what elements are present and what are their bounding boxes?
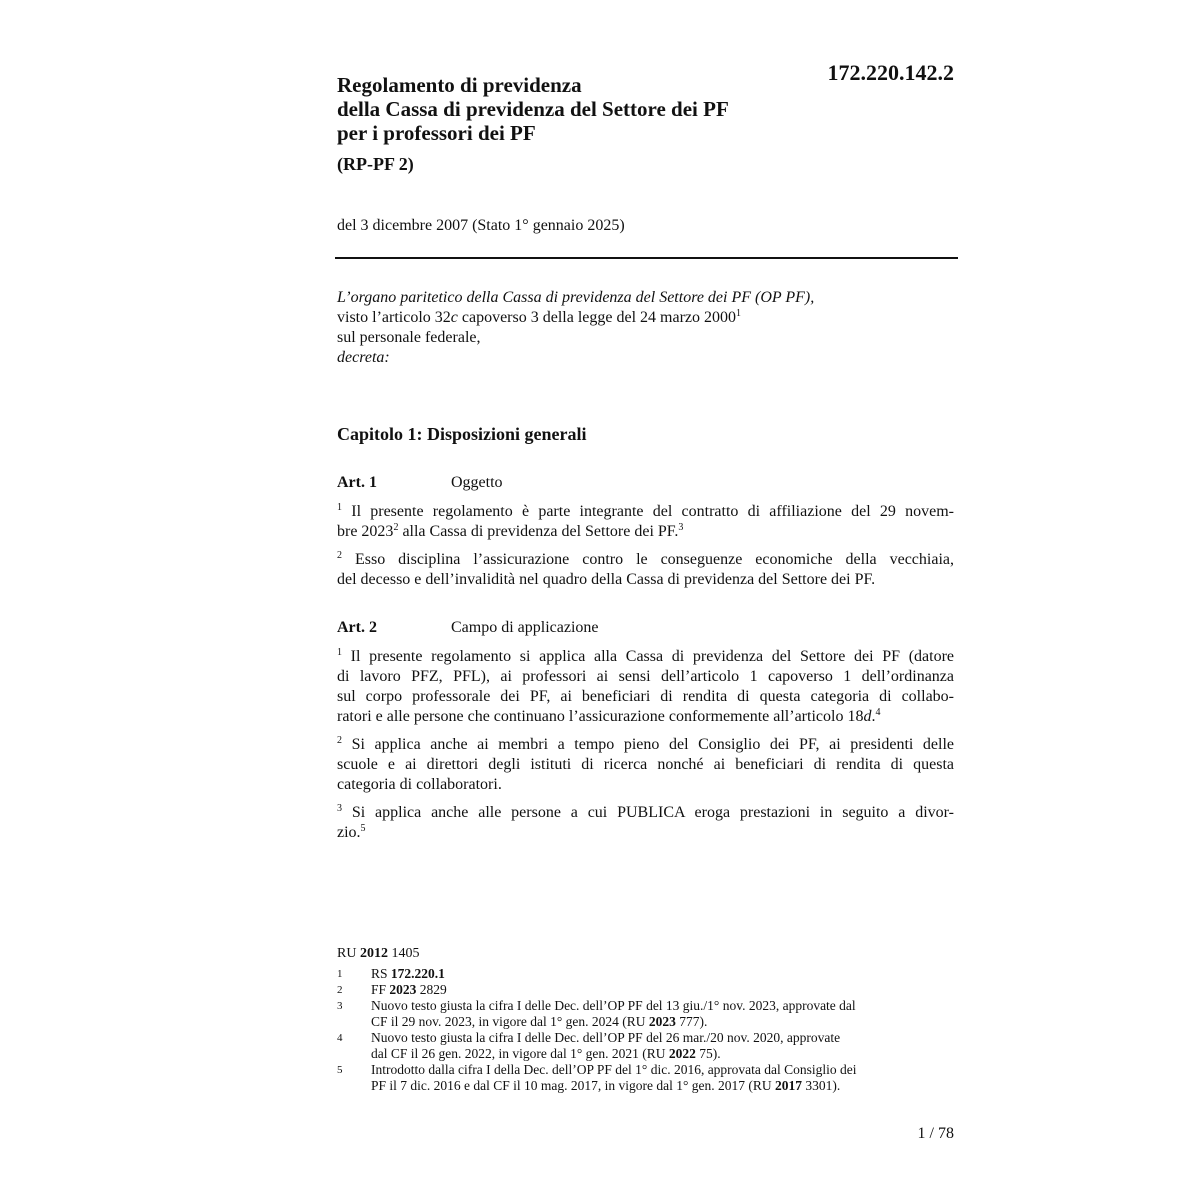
chapter-heading: Capitolo 1: Disposizioni generali — [337, 424, 587, 444]
preamble-decree: decreta: — [337, 349, 390, 366]
article-paragraph: $^1$ Il presente regolamento è parte integrante del contratto di affiliazione del 29 novem- bre 2023$^2$ alla Cassa di previdenza del Settore dei PF.$^3$ — [337, 502, 954, 540]
title-line: per i professori dei PF — [337, 121, 536, 145]
page-number: 1 / 78 — [917, 1125, 954, 1142]
footnote: 4 Nuovo testo giusta la cifra I delle Dec. dell’OP PF del 26 mar./20 nov. 2020, approvate dal CF il 26 gen. 2022, in vigore dal 1° gen. 2021 (RU 2022 75). — [337, 1030, 841, 1061]
title-line: della Cassa di previdenza del Settore dei PF — [337, 97, 729, 121]
preamble — [337, 288, 957, 368]
article-paragraph: $^2$ Esso disciplina l’assicurazione contro le conseguenze economiche della vecchiaia, del decesso e dell’invalidità nel quadro della Cassa di previdenza del Settore dei PF. — [337, 550, 954, 588]
footnote-ref[interactable]: 2 — [393, 522, 399, 533]
article-title: Oggetto — [451, 474, 503, 491]
footnote: 1 RS 172.220.1 — [337, 966, 445, 981]
footnote: 3 Nuovo testo giusta la cifra I delle Dec. dell’OP PF del 13 giu./1° nov. 2023, approvate dal CF il 29 nov. 2023, in vigore dal 1° gen. 2024 (RU 2023 777). — [337, 998, 856, 1029]
article-number: Art. 2 — [337, 619, 377, 636]
footnote: 5 Introdotto dalla cifra I della Dec. dell’OP PF del 1° dic. 2016, approvata dal Consiglio dei PF il 7 dic. 2016 e dal CF il 10 mag. 2017, in vigore dal 1° gen. 2017 (RU 2017 3301). — [337, 1062, 857, 1093]
article-title: Campo di applicazione — [451, 619, 599, 636]
sr-number: 172.220.142.2 — [827, 60, 954, 85]
article-number: Art. 1 — [337, 474, 377, 491]
preamble-basis: visto l’articolo 32c capoverso 3 della legge del 24 marzo 2000$^1$ — [337, 308, 741, 326]
title-line: Regolamento di previdenza — [337, 73, 582, 97]
footnote-ref[interactable]: 4 — [875, 707, 881, 718]
document-title — [337, 73, 797, 145]
footnote-ref[interactable]: 1 — [736, 308, 741, 319]
article-paragraph: $^2$ Si applica anche ai membri a tempo pieno del Consiglio dei PF, ai presidenti delle scuole e ai direttori degli istituti di ricerca nonché ai beneficiari di rendita di questa categoria di collaboratori. — [337, 735, 954, 793]
preamble-basis-line2: sul personale federale, — [337, 329, 481, 346]
footnotes — [337, 966, 954, 1094]
footnote-ref[interactable]: 3 — [678, 522, 684, 533]
official-compilation-ref: RU 2012 1405 — [337, 946, 420, 961]
article-heading — [337, 473, 503, 493]
date-line: del 3 dicembre 2007 (Stato 1° gennaio 2025) — [337, 217, 625, 234]
article-paragraph: $^3$ Si applica anche alle persone a cui PUBLICA eroga prestazioni in seguito a divor- zio.$^5$ — [337, 803, 954, 841]
short-title: (RP-PF 2) — [337, 154, 414, 174]
footnote-ref[interactable]: 5 — [360, 823, 366, 834]
header-divider — [335, 257, 958, 259]
preamble-issuer: L’organo paritetico della Cassa di previdenza del Settore dei PF (OP PF), — [337, 289, 815, 306]
footnote: 2 FF 2023 2829 — [337, 982, 447, 997]
article-heading — [337, 618, 599, 638]
article-paragraph: $^1$ Il presente regolamento si applica alla Cassa di previdenza del Settore dei PF (datore di lavoro PFZ, PFL), ai professori ai sensi dell’articolo 1 capoverso 1 dell’ordinanza sul corpo professorale dei PF, ai beneficiari di rendita di questa categoria di collabo- ratori e alle persone che continuano l’assicurazione conformemente all’articolo 18d.$^4$ — [337, 647, 954, 725]
